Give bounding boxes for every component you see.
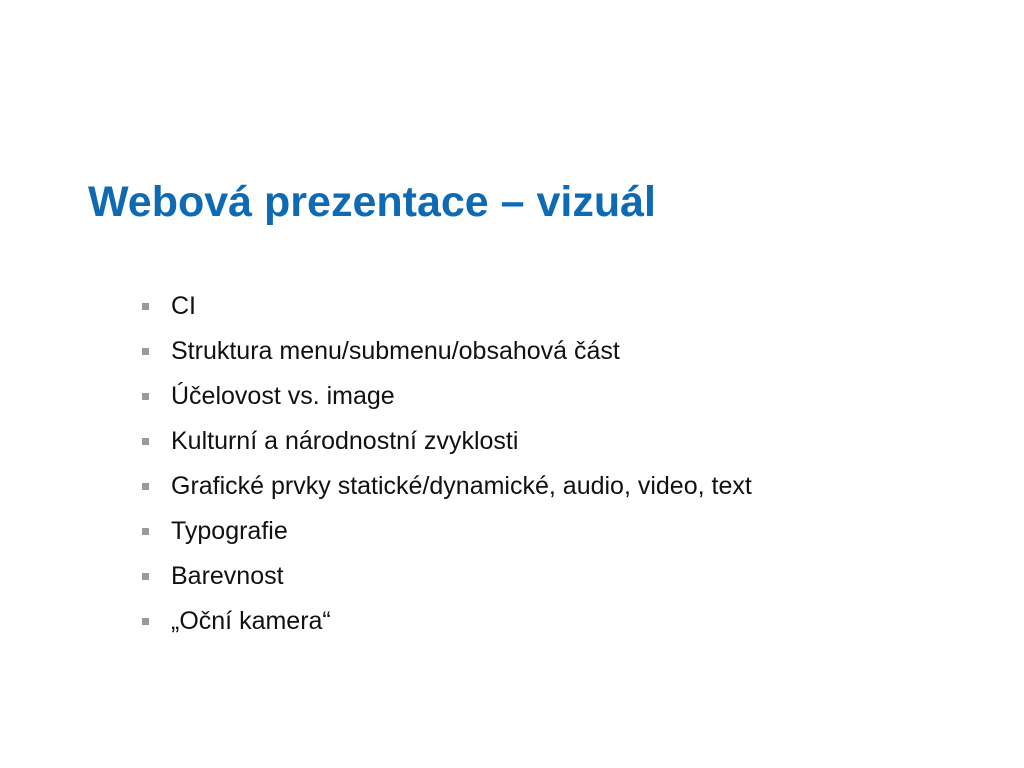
bullet-item xyxy=(140,599,752,644)
bullet-list xyxy=(140,284,752,644)
bullet-text: Kulturní a národnostní zvyklosti xyxy=(171,427,519,455)
square-bullet-icon xyxy=(142,303,149,310)
bullet-text: CI xyxy=(171,292,196,320)
square-bullet-icon xyxy=(142,618,149,625)
bullet-text: Barevnost xyxy=(171,562,284,590)
bullet-item xyxy=(140,509,752,554)
square-bullet-icon xyxy=(142,483,149,490)
square-bullet-icon xyxy=(142,438,149,445)
slide-title: Webová prezentace – vizuál xyxy=(88,178,656,226)
square-bullet-icon xyxy=(142,393,149,400)
bullet-text: Grafické prvky statické/dynamické, audio, video, text xyxy=(171,472,752,500)
bullet-item xyxy=(140,329,752,374)
bullet-text: Účelovost vs. image xyxy=(171,382,395,410)
bullet-item xyxy=(140,374,752,419)
bullet-text: „Oční kamera“ xyxy=(171,607,331,635)
bullet-item xyxy=(140,419,752,464)
bullet-text: Struktura menu/submenu/obsahová část xyxy=(171,337,620,365)
square-bullet-icon xyxy=(142,348,149,355)
square-bullet-icon xyxy=(142,573,149,580)
square-bullet-icon xyxy=(142,528,149,535)
bullet-item xyxy=(140,554,752,599)
bullet-item xyxy=(140,284,752,329)
bullet-item xyxy=(140,464,752,509)
bullet-text: Typografie xyxy=(171,517,288,545)
